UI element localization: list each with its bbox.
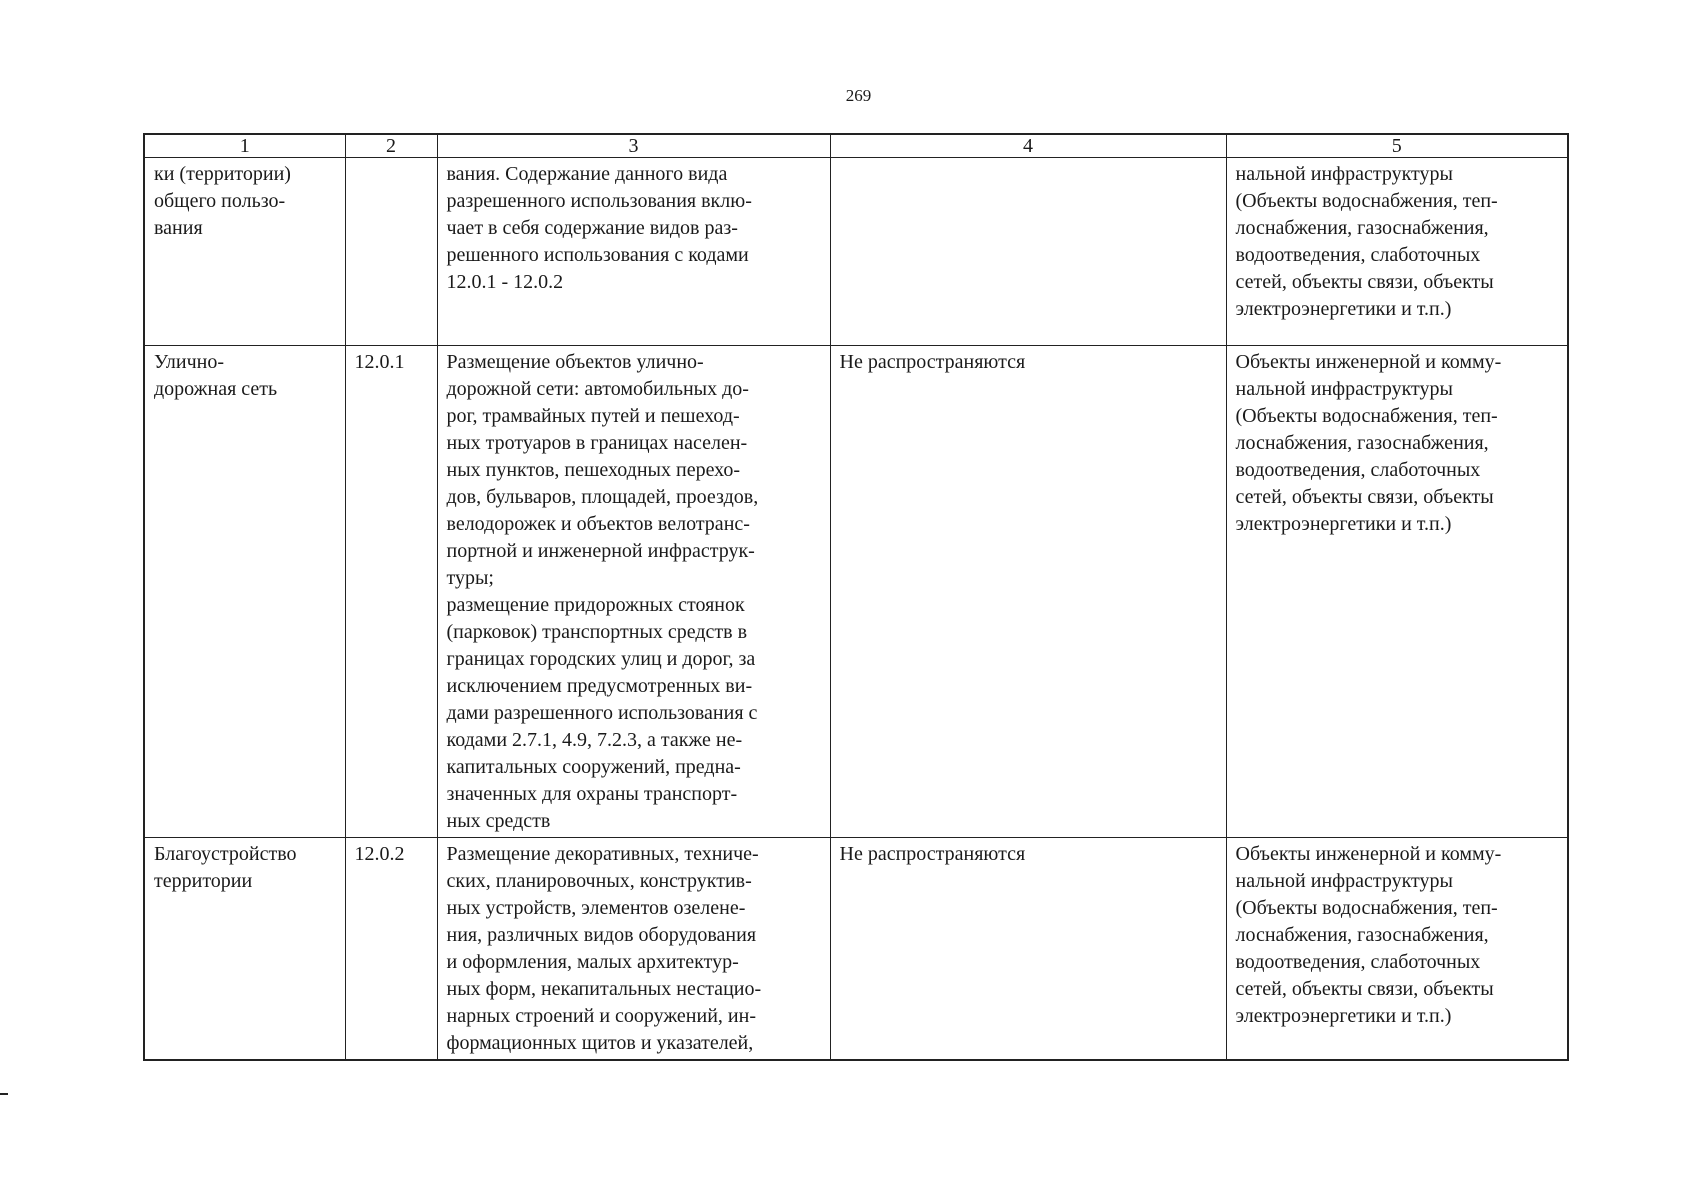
- use-description: Размещение декоративных, техниче- ских, планировочных, конструктив- ных устройств, элементов озелене- ния, различных видов оборудования и оформления, малых архитектур- ных форм, некапитальных нестацио- нарных строений и сооружений, ин- формационных щитов и указателей,: [446, 843, 762, 1054]
- use-description-cell: [437, 838, 830, 1061]
- header-col-1: 1: [144, 134, 345, 158]
- use-code: 12.0.2: [354, 843, 405, 865]
- use-objects-cell: [1226, 838, 1568, 1061]
- use-name: ки (территории) общего пользо- вания: [154, 163, 291, 239]
- table-row: [144, 158, 1568, 346]
- use-name: Благоустройство территории: [154, 843, 297, 892]
- table-row: [144, 838, 1568, 1061]
- header-row: [144, 134, 1568, 158]
- use-name-cell: [144, 158, 345, 346]
- use-limits-cell: [830, 158, 1226, 346]
- use-objects-cell: [1226, 158, 1568, 346]
- use-name-cell: [144, 838, 345, 1061]
- use-limits: Не распространяются: [839, 843, 1026, 865]
- use-name-cell: [144, 346, 345, 838]
- scan-edge-mark: [0, 1093, 8, 1095]
- header-col-3: 3: [437, 134, 830, 158]
- header-col-5: 5: [1226, 134, 1568, 158]
- header-col-2: 2: [345, 134, 437, 158]
- use-code-cell: [345, 838, 437, 1061]
- use-code: 12.0.1: [354, 351, 405, 373]
- use-description-cell: [437, 158, 830, 346]
- use-description: Размещение объектов улично- дорожной сети: автомобильных до- рог, трамвайных путей и пешеход- ных тротуаров в границах населен- ных пунктов, пешеходных перехо- дов, бульваров, площадей, проездов, велодорожек и объектов велотранс- портной и инженерной инфраструк- туры; размещение придорожных стоянок (парковок) транспортных средств в границах городских улиц и дорог, за исключением предусмотренных ви- дами разрешенного использования с кодами 2.7.1, 4.9, 7.2.3, а также не- капитальных сооружений, предна- значенных для охраны транспорт- ных средств: [446, 351, 759, 832]
- use-objects-cell: [1226, 346, 1568, 838]
- use-objects: нальной инфраструктуры (Объекты водоснабжения, теп- лоснабжения, газоснабжения, водоотведения, слаботочных сетей, объекты связи, объекты электроэнергетики и т.п.): [1235, 163, 1498, 320]
- use-code-cell: [345, 346, 437, 838]
- use-limits: Не распространяются: [839, 351, 1026, 373]
- use-code-cell: [345, 158, 437, 346]
- use-description: вания. Содержание данного вида разрешенного использования вклю- чает в себя содержание видов раз- решенного использования с кодами 12.0.1 - 12.0.2: [446, 163, 752, 293]
- table-row: [144, 346, 1568, 838]
- use-limits-cell: [830, 346, 1226, 838]
- use-limits-cell: [830, 838, 1226, 1061]
- use-objects: Объекты инженерной и комму- нальной инфраструктуры (Объекты водоснабжения, теп- лоснабжения, газоснабжения, водоотведения, слаботочных сетей, объекты связи, объекты электроэнергетики и т.п.): [1235, 843, 1502, 1027]
- use-description-cell: [437, 346, 830, 838]
- page-number: 269: [845, 86, 872, 105]
- use-name: Улично- дорожная сеть: [154, 351, 278, 400]
- header-col-4: 4: [830, 134, 1226, 158]
- use-objects: Объекты инженерной и комму- нальной инфраструктуры (Объекты водоснабжения, теп- лоснабжения, газоснабжения, водоотведения, слаботочных сетей, объекты связи, объекты электроэнергетики и т.п.): [1235, 351, 1502, 535]
- land-use-table: [143, 133, 1569, 1061]
